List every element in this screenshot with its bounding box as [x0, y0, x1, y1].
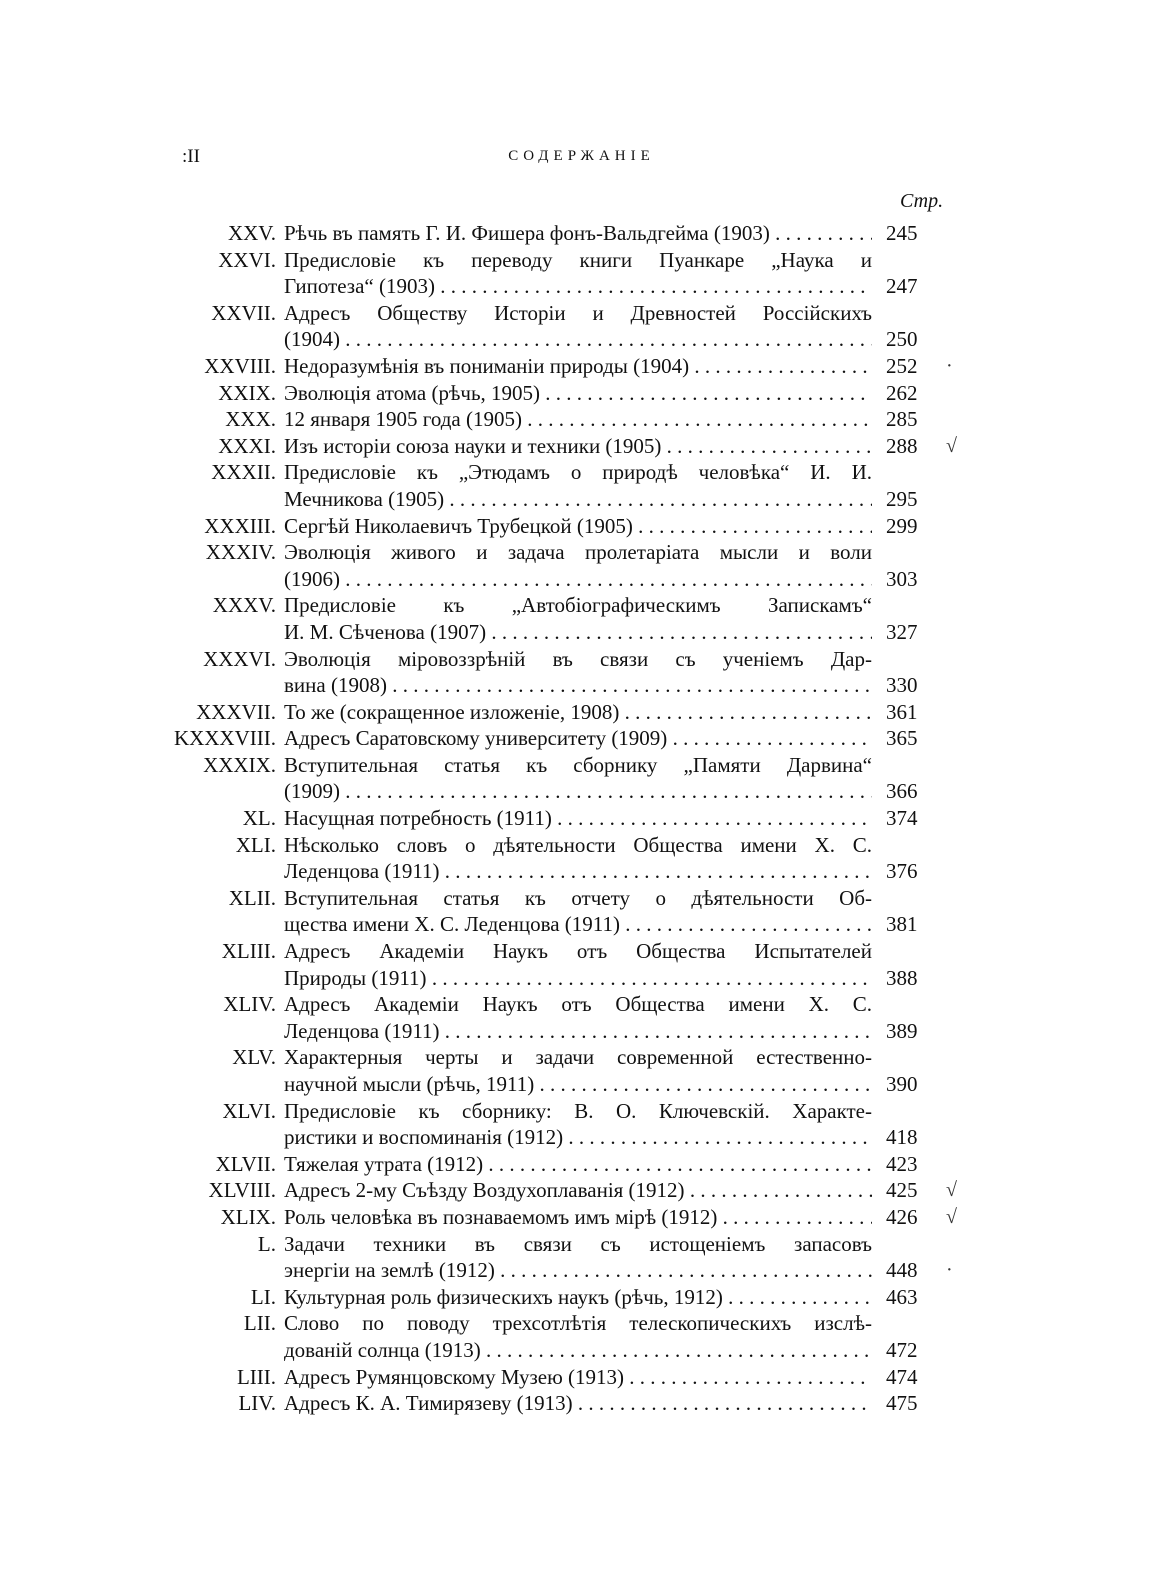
entry-page-number: 463: [886, 1284, 918, 1309]
page-number: :II: [182, 146, 200, 167]
entry-numeral: XXXIV.: [205, 540, 276, 565]
entry-title: И. М. Сѣченова (1907) . . .: [284, 619, 872, 646]
check-mark-icon: √: [946, 434, 957, 457]
toc-line: [170, 486, 960, 513]
page-column-label: Стр.: [900, 190, 944, 212]
entry-numeral: XXXIX.: [203, 752, 276, 777]
entry-page-number: 376: [886, 859, 918, 884]
check-mark-icon: ·: [946, 354, 953, 377]
toc-line: [170, 1284, 960, 1311]
entry-numeral: XLVIII.: [208, 1178, 276, 1203]
toc-entry: [170, 300, 960, 353]
entry-page-number: 285: [886, 407, 918, 432]
toc-entry: [170, 1151, 960, 1178]
entry-numeral: XXXI.: [218, 433, 276, 458]
entry-page-number: 423: [886, 1151, 918, 1176]
entry-numeral: XLIII.: [221, 939, 276, 964]
toc-entry: [170, 1310, 960, 1363]
toc-line: [170, 1044, 960, 1071]
toc-entry: [170, 433, 960, 460]
entry-title: Предисловіе къ переводу книги Пуанкаре „Наука и: [284, 247, 872, 272]
toc-line: [170, 752, 960, 779]
entry-title: Адресъ Обществу Исторіи и Древностей Россійскихъ: [284, 300, 872, 325]
entry-title: Насущная потребность (1911) . . .: [284, 805, 872, 832]
toc-line: [170, 646, 960, 673]
toc-line: [170, 1310, 960, 1337]
toc-line: [170, 1257, 960, 1284]
entry-title: Мечникова (1905) . . .: [284, 486, 872, 513]
toc-line: [170, 247, 960, 274]
entry-page-number: 361: [886, 699, 918, 724]
entry-title: Рѣчь въ память Г. И. Фишера фонъ-Вальдгейма (1903) . . .: [284, 220, 872, 247]
toc-line: [170, 991, 960, 1018]
toc-entry: [170, 885, 960, 938]
toc-line: [170, 805, 960, 832]
toc-line: [170, 1337, 960, 1364]
toc-line: [170, 406, 960, 433]
entry-title: Эволюція живого и задача пролетаріата мысли и воли: [284, 540, 872, 565]
entry-numeral: XLI.: [235, 832, 276, 857]
entry-numeral: XXVI.: [218, 247, 276, 272]
entry-title: Вступительная статья къ сборнику „Памяти Дарвина“: [284, 752, 872, 777]
entry-numeral: XXXII.: [211, 460, 276, 485]
entry-title: Леденцова (1911) . . .: [284, 858, 872, 885]
toc-line: [170, 566, 960, 593]
entry-numeral: XLVII.: [215, 1151, 276, 1176]
entry-numeral: XXX.: [225, 407, 276, 432]
toc-entry: [170, 353, 960, 380]
entry-page-number: 365: [886, 726, 918, 751]
toc-line: [170, 1018, 960, 1045]
toc-entry: [170, 513, 960, 540]
entry-numeral: XXVIII.: [204, 353, 276, 378]
entry-title: Адресъ Академіи Наукъ отъ Общества Испытателей: [284, 939, 872, 964]
toc-entry: [170, 699, 960, 726]
entry-numeral: LIV.: [238, 1391, 276, 1416]
toc-entry: [170, 247, 960, 300]
entry-title: Адресъ Румянцовскому Музею (1913) . . .: [284, 1364, 872, 1391]
entry-title: 12 января 1905 года (1905) . . .: [284, 406, 872, 433]
entry-title: Нѣсколько словъ о дѣятельности Общества имени Х. С.: [284, 832, 872, 857]
toc-line: [170, 699, 960, 726]
entry-title: Эволюція атома (рѣчь, 1905) . . .: [284, 380, 872, 407]
entry-page-number: 472: [886, 1337, 918, 1362]
toc-line: [170, 965, 960, 992]
toc-line: [170, 1151, 960, 1178]
toc-entry: [170, 220, 960, 247]
entry-numeral: XXXVI.: [203, 646, 276, 671]
entry-page-number: 448: [886, 1258, 918, 1283]
entry-title: Природы (1911) . . .: [284, 965, 872, 992]
toc-entry: [170, 380, 960, 407]
entry-numeral: XLIV.: [223, 992, 276, 1017]
entry-title: Изъ исторіи союза науки и техники (1905) . . .: [284, 433, 872, 460]
toc-entry: [170, 646, 960, 699]
entry-title: Эволюція міровоззрѣній въ связи съ ученіемъ Дар-: [284, 646, 872, 671]
entry-page-number: 366: [886, 779, 918, 804]
entry-numeral: XXVII.: [211, 300, 276, 325]
entry-numeral: XLIX.: [220, 1204, 276, 1229]
toc-line: [170, 1098, 960, 1125]
table-of-contents: [170, 220, 960, 1417]
toc-line: [170, 832, 960, 859]
toc-entry: [170, 459, 960, 512]
toc-line: [170, 539, 960, 566]
entry-numeral: LII.: [243, 1311, 276, 1336]
toc-entry: [170, 1204, 960, 1231]
entry-title: Культурная роль физическихъ наукъ (рѣчь, 1912) . . .: [284, 1284, 872, 1311]
entry-title: То же (сокращенное изложеніе, 1908) . . .: [284, 699, 872, 726]
entry-numeral: LIII.: [236, 1364, 276, 1389]
toc-line: [170, 725, 960, 752]
toc-line: [170, 1390, 960, 1417]
entry-numeral: XXIX.: [218, 380, 276, 405]
entry-page-number: 425: [886, 1178, 918, 1203]
entry-title: Леденцова (1911) . . .: [284, 1018, 872, 1045]
toc-entry: [170, 938, 960, 991]
toc-line: [170, 778, 960, 805]
toc-entry: [170, 406, 960, 433]
entry-title: (1906) . . .: [284, 566, 872, 593]
page-title: СОДЕРЖАНІЕ: [508, 148, 655, 164]
entry-numeral: LI.: [250, 1284, 276, 1309]
toc-line: [170, 672, 960, 699]
entry-numeral: XXXVII.: [196, 699, 276, 724]
toc-line: [170, 220, 960, 247]
entry-title: Слово по поводу трехсотлѣтія телескопическихъ изслѣ-: [284, 1311, 872, 1336]
toc-entry: [170, 832, 960, 885]
toc-entry: [170, 592, 960, 645]
entry-numeral: XL.: [242, 806, 276, 831]
entry-title: Адресъ К. А. Тимирязеву (1913) . . .: [284, 1390, 872, 1417]
toc-line: [170, 911, 960, 938]
entry-numeral: XXXV.: [212, 593, 276, 618]
toc-entry: [170, 1284, 960, 1311]
entry-page-number: 252: [886, 353, 918, 378]
toc-line: [170, 1071, 960, 1098]
toc-entry: [170, 1231, 960, 1284]
toc-line: [170, 1177, 960, 1204]
toc-entry: [170, 1098, 960, 1151]
toc-line: [170, 513, 960, 540]
toc-entry: [170, 725, 960, 752]
entry-title: Адресъ Саратовскому университету (1909) . . .: [284, 725, 872, 752]
entry-title: Задачи техники въ связи съ истощеніемъ запасовъ: [284, 1231, 872, 1256]
entry-title: (1904) . . .: [284, 326, 872, 353]
check-mark-icon: √: [946, 1205, 957, 1228]
entry-numeral: ΚXXXVIII.: [173, 726, 276, 751]
entry-page-number: 381: [886, 912, 918, 937]
entry-page-number: 299: [886, 513, 918, 538]
entry-page-number: 247: [886, 274, 918, 299]
entry-page-number: 250: [886, 327, 918, 352]
toc-line: [170, 459, 960, 486]
toc-entry: [170, 539, 960, 592]
entry-numeral: XXV.: [227, 221, 276, 245]
toc-entry: [170, 1177, 960, 1204]
toc-entry: [170, 752, 960, 805]
entry-title: ристики и воспоминанія (1912) . . .: [284, 1124, 872, 1151]
entry-numeral: XLV.: [232, 1045, 276, 1070]
entry-title: щества имени Х. С. Леденцова (1911) . . .: [284, 911, 872, 938]
entry-title: Предисловіе къ „Автобіографическимъ Запискамъ“: [284, 593, 872, 618]
entry-page-number: 418: [886, 1125, 918, 1150]
entry-page-number: 288: [886, 433, 918, 458]
entry-page-number: 390: [886, 1072, 918, 1096]
entry-title: Характерныя черты и задачи современной естественно-: [284, 1045, 872, 1070]
entry-title: энергіи на землѣ (1912) . . .: [284, 1257, 872, 1284]
toc-entry: [170, 1390, 960, 1417]
entry-title: Недоразумѣнія въ пониманіи природы (1904) . . .: [284, 353, 872, 380]
entry-title: Предисловіе къ „Этюдамъ о природѣ человѣка“ И. И.: [284, 460, 872, 485]
entry-title: Роль человѣка въ познаваемомъ имъ мірѣ (1912) . . .: [284, 1204, 872, 1231]
entry-page-number: 330: [886, 673, 918, 698]
toc-line: [170, 619, 960, 646]
toc-line: [170, 938, 960, 965]
entry-page-number: 303: [886, 566, 918, 591]
entry-title: Вступительная статья къ отчету о дѣятельности Об-: [284, 885, 872, 910]
entry-title: Предисловіе къ сборнику: В. О. Ключевскій. Характе-: [284, 1098, 872, 1123]
toc-line: [170, 885, 960, 912]
toc-line: [170, 380, 960, 407]
entry-page-number: 374: [886, 806, 918, 831]
toc-entry: [170, 991, 960, 1044]
entry-title: вина (1908) . . .: [284, 672, 872, 699]
entry-title: (1909) . . .: [284, 778, 872, 805]
check-mark-icon: √: [946, 1179, 957, 1202]
toc-line: [170, 1364, 960, 1391]
entry-title: Гипотеза“ (1903) . . .: [284, 273, 872, 300]
entry-title: Адресъ 2-му Съѣзду Воздухоплаванія (1912) . . .: [284, 1177, 872, 1204]
entry-numeral: XLII.: [228, 885, 276, 910]
toc-line: [170, 433, 960, 460]
toc-line: [170, 858, 960, 885]
entry-title: Сергѣй Николаевичъ Трубецкой (1905) . . .: [284, 513, 872, 540]
entry-page-number: 295: [886, 486, 918, 511]
entry-title: дованій солнца (1913) . . .: [284, 1337, 872, 1364]
entry-page-number: 262: [886, 380, 918, 405]
toc-entry: [170, 1364, 960, 1391]
entry-page-number: 475: [886, 1391, 918, 1416]
toc-line: [170, 1124, 960, 1151]
entry-numeral: XXXIII.: [204, 513, 276, 538]
toc-line: [170, 326, 960, 353]
toc-entry: [170, 1044, 960, 1097]
check-mark-icon: ·: [946, 1259, 953, 1282]
toc-line: [170, 300, 960, 327]
entry-numeral: L.: [257, 1231, 276, 1256]
entry-page-number: 245: [886, 221, 918, 245]
toc-entry: [170, 805, 960, 832]
entry-title: научной мысли (рѣчь, 1911) . . .: [284, 1071, 872, 1098]
entry-numeral: XLVI.: [222, 1098, 276, 1123]
entry-page-number: 474: [886, 1364, 918, 1389]
entry-page-number: 388: [886, 965, 918, 990]
entry-title: Тяжелая утрата (1912) . . .: [284, 1151, 872, 1178]
entry-title: Адресъ Академіи Наукъ отъ Общества имени Х. С.: [284, 992, 872, 1017]
toc-line: [170, 592, 960, 619]
entry-page-number: 426: [886, 1204, 918, 1229]
entry-page-number: 389: [886, 1018, 918, 1043]
toc-line: [170, 1231, 960, 1258]
toc-line: [170, 353, 960, 380]
toc-line: [170, 273, 960, 300]
entry-page-number: 327: [886, 619, 918, 644]
toc-line: [170, 1204, 960, 1231]
